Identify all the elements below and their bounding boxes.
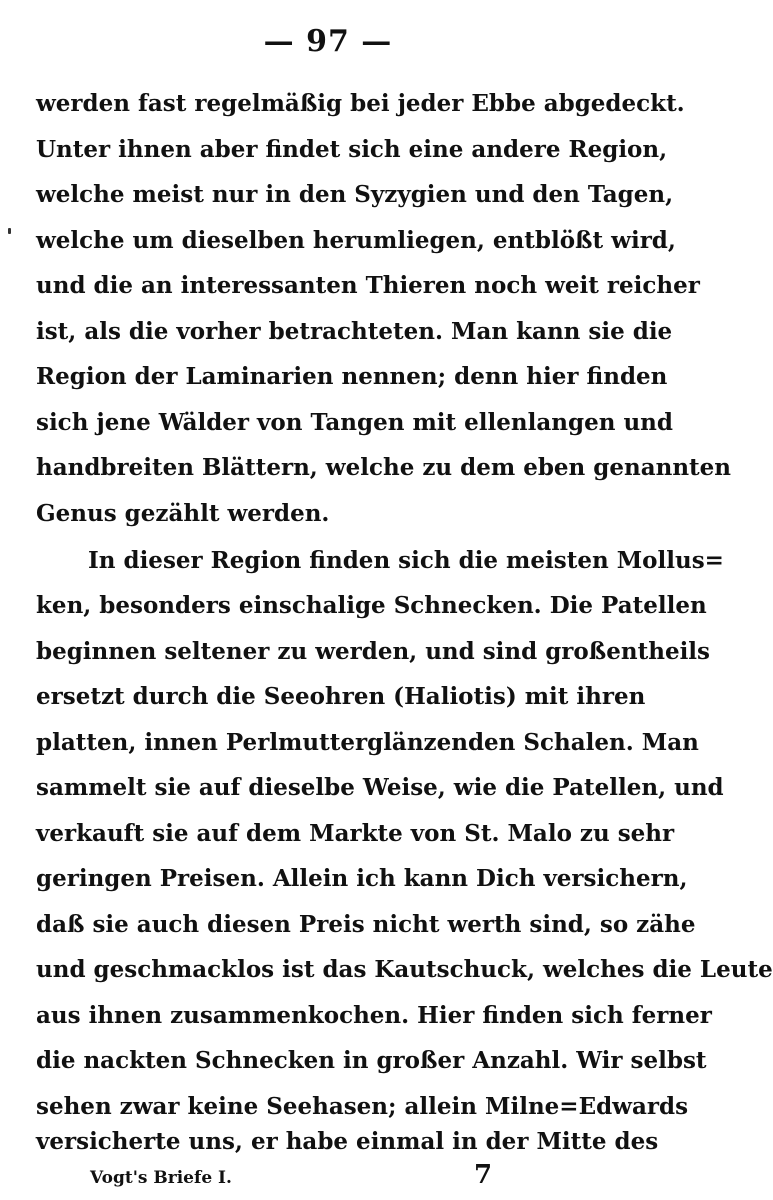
text-line: werden fast regelmäßig bei jeder Ebbe abgedeckt. [36, 90, 685, 117]
page-number: — 97 — [263, 24, 393, 59]
text-line: geringen Preisen. Allein ich kann Dich versichern, [36, 865, 688, 892]
text-line: platten, innen Perlmutterglänzenden Schalen. Man [36, 729, 699, 756]
text-line: ist, als die vorher betrachteten. Man kann sie die [36, 318, 673, 345]
text-line: Region der Laminarien nennen; denn hier finden [36, 363, 668, 390]
text-line: ersetzt durch die Seeohren (Haliotis) mit ihren [36, 683, 646, 710]
text-line: daß sie auch diesen Preis nicht werth sind, so zähe [36, 911, 696, 938]
text-line: handbreiten Blättern, welche zu dem eben genannten [36, 454, 732, 481]
text-line: Genus gezählt werden. [36, 500, 330, 527]
body-text-tail [36, 1120, 659, 1164]
text-line: beginnen seltener zu werden, und sind großentheils [36, 638, 710, 665]
text-line: sammelt sie auf dieselbe Weise, wie die Patellen, und [36, 774, 724, 801]
text-line: sehen zwar keine Seehasen; allein Milne=Edwards [36, 1093, 689, 1120]
body-text [36, 82, 773, 1152]
text-line: ken, besonders einschalige Schnecken. Die Patellen [36, 592, 707, 619]
text-line: In dieser Region finden sich die meisten Mollus= [88, 547, 724, 574]
sheet-number: 7 [474, 1160, 493, 1190]
text-line: aus ihnen zusammenkochen. Hier finden sich ferner [36, 1002, 712, 1029]
text-line: sich jene Wälder von Tangen mit ellenlangen und [36, 409, 673, 436]
text-line: welche meist nur in den Syzygien und den Tagen, [36, 181, 674, 208]
text-line: die nackten Schnecken in großer Anzahl. Wir selbst [36, 1047, 707, 1074]
text-line: und die an interessanten Thieren noch weit reicher [36, 272, 700, 299]
signature-mark: Vogt's Briefe I. [90, 1168, 232, 1188]
text-line: und geschmacklos ist das Kautschuck, welches die Leute [36, 956, 773, 983]
text-line: verkauft sie auf dem Markte von St. Malo zu sehr [36, 820, 675, 847]
text-line: Unter ihnen aber findet sich eine andere Region, [36, 136, 668, 163]
text-line: versicherte uns, er habe einmal in der Mitte des [36, 1128, 659, 1155]
print-speck [8, 228, 11, 234]
text-line: welche um dieselben herumliegen, entblößt wird, [36, 227, 676, 254]
